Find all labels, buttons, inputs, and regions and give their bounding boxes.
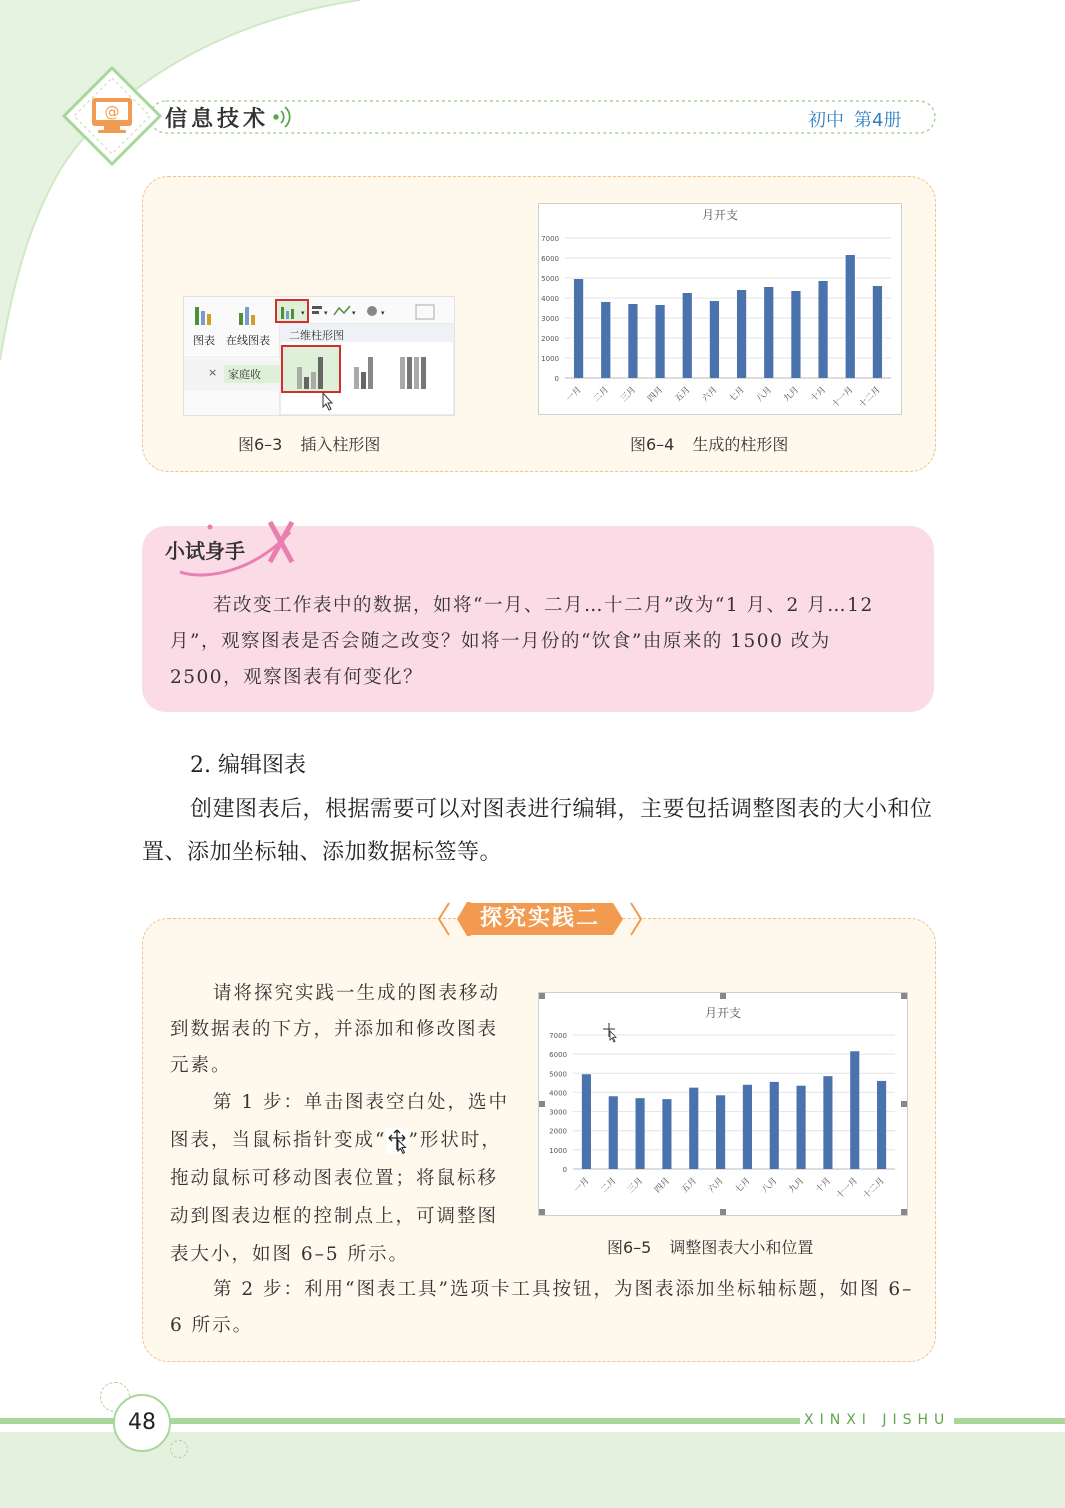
online-chart-icon <box>239 307 255 325</box>
x-tick-label: 四月 <box>646 385 666 405</box>
grade-label: 初中 <box>808 110 844 131</box>
x-tick-label: 十二月 <box>861 1176 887 1202</box>
bar-八月 <box>764 287 773 378</box>
figure-caption-6-4 <box>630 432 788 455</box>
bar-一月 <box>582 1074 591 1169</box>
resize-handle[interactable] <box>539 1209 545 1215</box>
explore-step-1 <box>170 1084 510 1274</box>
step-1-part-b: ”形状时，拖动鼠标可移动图表位置；将鼠标移动到图表边框的控制点上，可调整图表大小，如图 6–5 所示。 <box>170 1130 502 1265</box>
dropdown-header: 二维柱形图 <box>289 329 344 342</box>
x-tick-label: 五月 <box>673 385 693 405</box>
x-tick-label: 六月 <box>700 385 720 405</box>
resized-expense-chart[interactable] <box>538 992 908 1216</box>
x-tick-label: 十一月 <box>830 385 856 411</box>
y-tick-label: 0 <box>554 375 559 383</box>
bar-五月 <box>683 293 692 378</box>
section-paragraph: 创建图表后，根据需要可以对图表进行编辑，主要包括调整图表的大小和位置、添加坐标轴、添加数据标签等。 <box>142 797 933 865</box>
footer-series-text: XINXI JISHU <box>800 1412 954 1428</box>
bar-五月 <box>689 1088 698 1169</box>
y-tick-label: 4000 <box>541 295 559 303</box>
bar-二月 <box>601 302 610 378</box>
bar-十一月 <box>850 1051 859 1169</box>
bar-十二月 <box>877 1081 886 1169</box>
y-tick-label: 3000 <box>549 1108 567 1117</box>
y-tick-label: 4000 <box>549 1089 567 1098</box>
volume-label: 第4册 <box>854 110 902 131</box>
y-tick-label: 5000 <box>541 275 559 283</box>
bar-九月 <box>791 291 800 378</box>
resize-handle[interactable] <box>720 993 726 999</box>
svg-text:▾: ▾ <box>301 309 305 317</box>
move-cursor-icon <box>603 1023 616 1042</box>
svg-text:▾: ▾ <box>352 309 356 317</box>
x-tick-label: 十月 <box>813 1176 834 1196</box>
svg-text:▾: ▾ <box>381 309 385 317</box>
explore-intro: 请将探究实践一生成的图表移动到数据表的下方，并添加和修改图表元素。 <box>170 983 501 1076</box>
y-tick-label: 3000 <box>541 315 559 323</box>
y-tick-label: 0 <box>562 1166 567 1174</box>
y-tick-label: 5000 <box>549 1070 567 1079</box>
x-tick-label: 二月 <box>591 385 611 405</box>
x-tick-label: 七月 <box>733 1176 753 1196</box>
x-tick-label: 十月 <box>809 385 829 405</box>
bar-四月 <box>655 305 664 378</box>
resize-handle[interactable] <box>901 993 907 999</box>
x-tick-label: 八月 <box>760 1176 780 1196</box>
x-tick-label: 十二月 <box>857 385 883 411</box>
chart-icon <box>195 307 211 325</box>
footer-dash-circle <box>170 1440 188 1458</box>
bar-六月 <box>716 1095 725 1169</box>
ribbon-screenshot <box>183 296 455 416</box>
y-tick-label: 2000 <box>549 1127 567 1136</box>
sheet-tab[interactable]: 家庭收 <box>228 368 261 381</box>
move-cursor-icon <box>386 1128 408 1154</box>
chart-svg <box>539 993 907 1215</box>
book-volume <box>808 106 911 132</box>
y-tick-label: 6000 <box>541 255 559 263</box>
resize-handle[interactable] <box>539 993 545 999</box>
bar-七月 <box>737 290 746 378</box>
y-tick-label: 1000 <box>549 1146 567 1155</box>
bar-三月 <box>636 1098 645 1169</box>
x-tick-label: 一月 <box>564 385 584 405</box>
figure-number: 图6–3 <box>238 435 283 454</box>
x-tick-label: 九月 <box>787 1176 807 1196</box>
book-title: 信息技术 <box>165 107 270 132</box>
signal-icon <box>274 107 289 127</box>
figure-title: 插入柱形图 <box>300 435 381 454</box>
resize-handle[interactable] <box>720 1209 726 1215</box>
x-tick-label: 二月 <box>599 1176 619 1196</box>
bar-八月 <box>770 1082 779 1169</box>
try-it-text: 若改变工作表中的数据，如将“一月、二月…十二月”改为“1 月、2 月…12 月”，观察图表是否会随之改变？如将一月份的“饮食”由原来的 1500 改为 2500，观察图表有何变化？ <box>170 595 874 688</box>
bar-四月 <box>662 1099 671 1169</box>
figure-title: 调整图表大小和位置 <box>669 1238 814 1257</box>
y-tick-label: 2000 <box>541 335 559 343</box>
ribbon-graphics <box>184 297 454 415</box>
x-tick-label: 四月 <box>652 1176 673 1196</box>
x-tick-label: 七月 <box>727 385 747 405</box>
try-it-title: 小试身手 <box>165 539 245 563</box>
page-number: 48 <box>128 1410 156 1435</box>
x-tick-label: 三月 <box>626 1176 646 1196</box>
figure-title: 生成的柱形图 <box>692 435 789 454</box>
x-tick-label: 五月 <box>679 1176 699 1196</box>
bar-七月 <box>743 1085 752 1169</box>
ribbon-chart-label[interactable]: 图表 <box>193 334 215 347</box>
bar-六月 <box>710 301 719 378</box>
y-tick-label: 7000 <box>549 1032 567 1040</box>
bar-十二月 <box>873 286 882 378</box>
bar-十月 <box>823 1076 832 1169</box>
ribbon-online-chart-label[interactable]: 在线图表 <box>226 334 270 347</box>
x-tick-label: 八月 <box>754 385 774 405</box>
bar-一月 <box>574 279 583 378</box>
figure-number: 图6–5 <box>607 1238 652 1257</box>
bar-十月 <box>818 281 827 378</box>
resize-handle[interactable] <box>901 1101 907 1107</box>
x-tick-label: 六月 <box>706 1176 726 1196</box>
sheet-close-icon[interactable]: × <box>208 366 218 379</box>
resize-handle[interactable] <box>901 1209 907 1215</box>
bar-二月 <box>609 1096 618 1169</box>
y-tick-label: 7000 <box>541 235 559 243</box>
bar-三月 <box>628 304 637 378</box>
x-tick-label: 九月 <box>781 385 802 405</box>
bar-十一月 <box>846 255 855 378</box>
line-chart-icon <box>334 306 356 317</box>
explore-tag-text: 探究实践二 <box>479 906 600 931</box>
figure-caption-6-5 <box>607 1235 813 1258</box>
chart-title: 月开支 <box>704 1006 742 1020</box>
figure-number: 图6–4 <box>630 435 675 454</box>
y-tick-label: 1000 <box>541 355 559 363</box>
svg-text:@: @ <box>104 103 120 121</box>
explore-step-2: 第 2 步：利用“图表工具”选项卡工具按钮，为图表添加坐标轴标题，如图 6–6 所示。 <box>170 1279 914 1336</box>
resize-handle[interactable] <box>539 1101 545 1107</box>
y-tick-label: 6000 <box>549 1051 567 1060</box>
chart-title: 月开支 <box>701 208 739 222</box>
x-tick-label: 一月 <box>572 1176 592 1196</box>
chart-svg <box>539 204 901 414</box>
step-1-part-a: 第 1 步：单击图表空白处，选中图表，当鼠标指针变成“ <box>170 1092 510 1151</box>
x-tick-label: 十一月 <box>834 1176 860 1202</box>
x-tick-label: 三月 <box>618 385 639 405</box>
pie-chart-icon <box>367 306 385 317</box>
svg-text:▾: ▾ <box>324 309 328 317</box>
bar-九月 <box>797 1086 806 1169</box>
bar-chart-icon <box>312 306 328 317</box>
figure-caption-6-3 <box>238 432 380 455</box>
section-heading: 2. 编辑图表 <box>190 753 306 778</box>
monthly-expense-chart <box>538 203 902 415</box>
